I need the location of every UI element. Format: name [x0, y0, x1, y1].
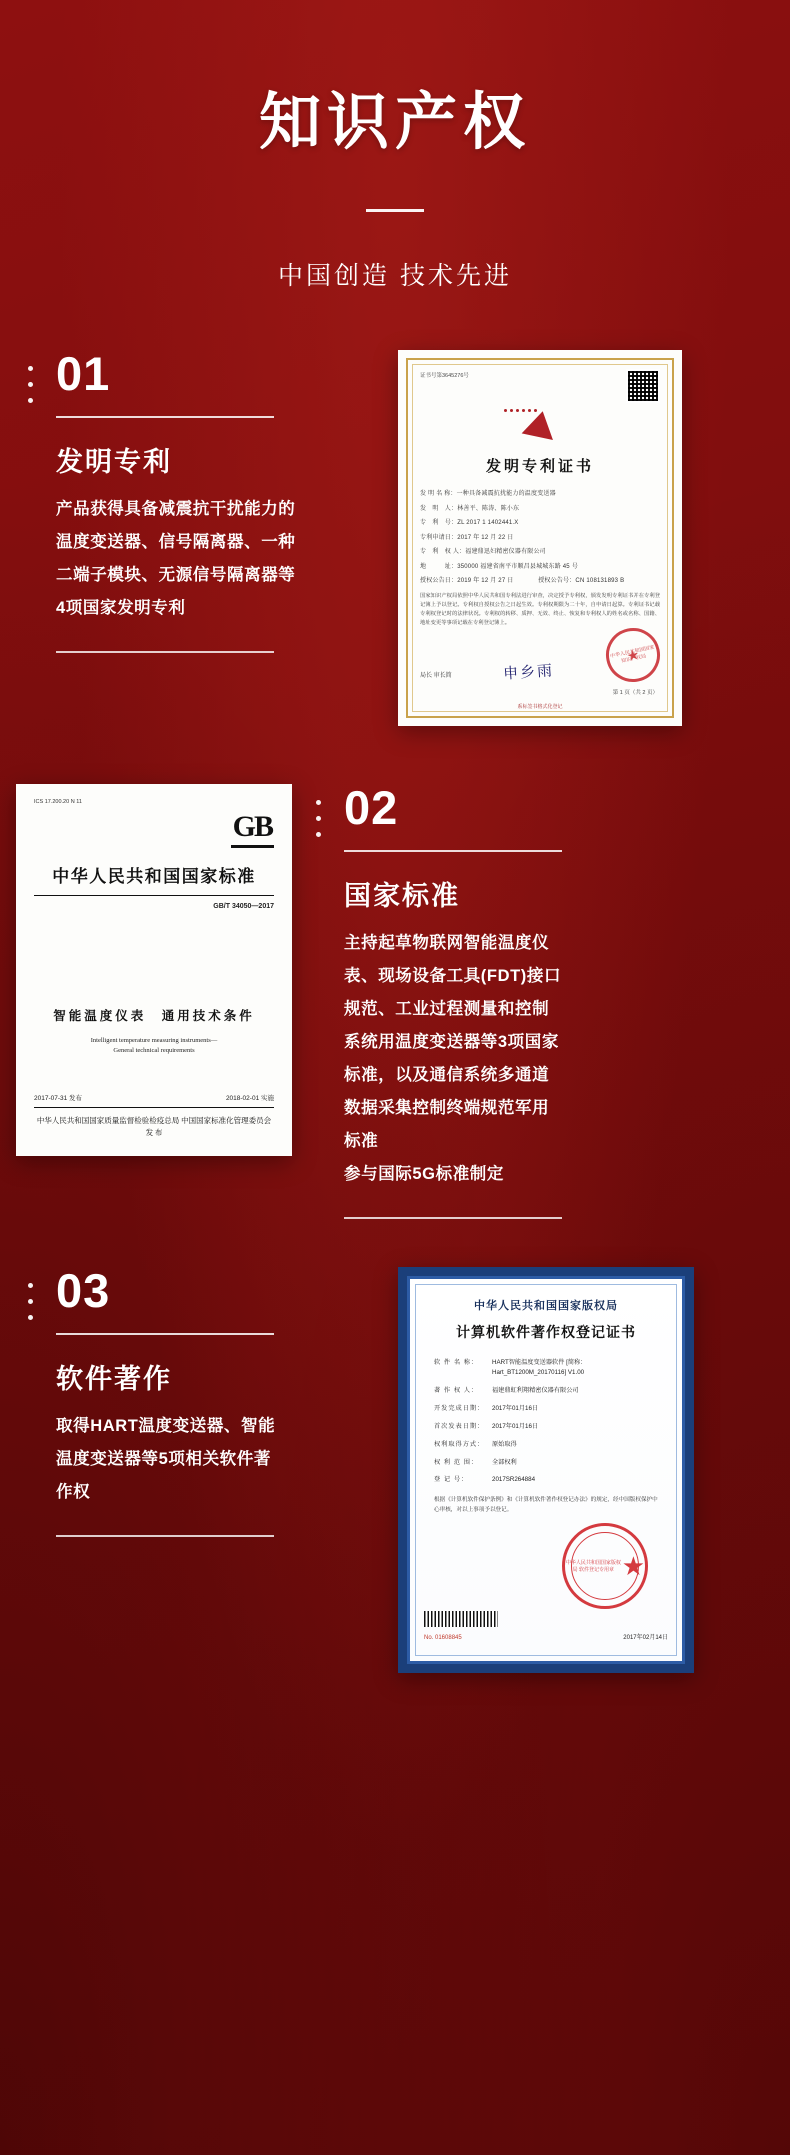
section-01-number: 01 — [56, 347, 111, 400]
section-03-title: 软件著作 — [56, 1364, 172, 1394]
patent-cert-fields — [420, 488, 660, 584]
standard-main-title: 中华人民共和国国家标准 — [34, 862, 274, 896]
standard-effective-date: 2018-02-01 实施 — [225, 1095, 274, 1102]
section-03-text — [0, 1264, 392, 1537]
section-03-number-row — [22, 1264, 392, 1320]
patent-cert-top — [420, 369, 660, 403]
dot-icon — [28, 1283, 33, 1288]
patent-footer-note: 系标签书格式化登记 — [517, 704, 563, 710]
section-01-underline — [56, 416, 274, 418]
body-line: 系统用温度变送器等3项国家 — [344, 1033, 559, 1051]
software-field-value: 2017年01月16日 — [492, 1422, 539, 1430]
section-02-body — [344, 927, 660, 1191]
body-line: 产品获得具备减震抗干扰能力的 — [56, 500, 296, 518]
dot-icon — [28, 1299, 33, 1304]
software-field-key: 开发完成日期： — [434, 1404, 485, 1412]
certificate-image-invention-patent — [398, 350, 682, 726]
qr-code-icon — [626, 369, 660, 403]
standard-subject — [34, 1006, 274, 1054]
dot-icon — [316, 800, 321, 805]
patent-cert-title: 发明专利证书 — [485, 459, 594, 475]
certificate-image-software-copyright — [398, 1267, 694, 1673]
patent-field: 地 址：350000 福建省南平市顺昌县城城东路 45 号 — [420, 563, 578, 570]
software-field-value: 福建鼎虹利翔精密仪器有限公司 — [492, 1386, 579, 1394]
section-03-number: 03 — [56, 1264, 111, 1317]
software-field-value: HART智能温度变送器软件 [简称：Hart_BT1200M_20170116] V1.00 — [492, 1359, 587, 1376]
standard-subject-en-1: Intelligent temperature measuring instruments— — [90, 1037, 218, 1045]
page-header — [0, 0, 790, 292]
standard-subject-cn: 智能温度仪表 通用技术条件 — [53, 1009, 255, 1024]
software-field — [434, 1404, 658, 1414]
software-field-key: 权 利 范 围： — [434, 1458, 479, 1466]
standard-issue-date: 2017-07-31 发布 — [34, 1095, 83, 1102]
emblem-dot-icon — [522, 409, 525, 412]
patent-cert-footer — [420, 628, 660, 682]
section-03-underline — [56, 1333, 274, 1335]
barcode-icon — [424, 1611, 498, 1627]
patent-director-label: 局长 审长简 — [420, 672, 452, 679]
patent-cert-number: 证书号第3645276号 — [420, 373, 469, 379]
section-02-number-row — [310, 781, 684, 837]
software-field-key: 首次发表日期： — [434, 1422, 485, 1430]
section-03-bottom-underline — [56, 1535, 274, 1537]
software-seal-wrapper — [562, 1523, 648, 1609]
software-cert-frame — [407, 1276, 685, 1664]
section-02-text — [292, 781, 684, 1219]
standard-code: GB/T 34050—2017 — [213, 903, 274, 911]
patent-emblem-icon — [420, 407, 660, 447]
software-cert-paragraph: 根据《计算机软件保护条例》和《计算机软件著作权登记办法》的规定，经中国版权保护中心审核，对以上事项予以登记。 — [434, 1497, 658, 1514]
section-software-copyright — [0, 1264, 790, 1713]
official-seal-icon: 中华人民共和国国家版权局 软件登记专用章 ★ — [562, 1523, 648, 1609]
emblem-fan-icon — [522, 408, 559, 440]
standard-subject-en-2: General technical requirements — [113, 1047, 195, 1055]
software-field — [434, 1458, 658, 1468]
software-field-key: 登 记 号： — [434, 1476, 469, 1484]
patent-field: 专利申请日：2017 年 12 月 22 日 — [420, 534, 514, 541]
software-field-key: 权利取得方式： — [434, 1440, 485, 1448]
patent-field: 发 明 人：林善平、陈涛、陈小东 — [420, 505, 520, 512]
body-line: 数据采集控制终端规范军用 — [344, 1099, 550, 1117]
standard-ics-code: ICS 17.200.20 N 11 — [34, 799, 82, 805]
section-01-body — [56, 493, 372, 625]
section-02-underline — [344, 850, 562, 852]
standard-cert-body — [16, 784, 292, 1156]
software-cert-fields — [434, 1358, 658, 1485]
software-field-value: 2017年01月16日 — [492, 1404, 539, 1412]
dot-icon — [28, 1315, 33, 1320]
patent-signature-row — [420, 628, 660, 682]
body-line: 参与国际5G标准制定 — [344, 1165, 505, 1183]
body-line: 表、现场设备工具(FDT)接口 — [344, 967, 562, 985]
software-cert-authority: 中华人民共和国国家版权局 — [474, 1300, 618, 1312]
body-line: 主持起草物联网智能温度仪 — [344, 934, 550, 952]
body-line: 二端子模块、无源信号隔离器等 — [56, 566, 296, 584]
emblem-dot-icon — [504, 409, 507, 412]
page-title: 知识产权 — [258, 88, 531, 157]
section-national-standard — [0, 781, 790, 1219]
patent-field: 专 利 权 人：福建鼎迅妇精密仪器有限公司 — [420, 549, 546, 555]
software-field-value: 2017SR264884 — [492, 1476, 536, 1484]
body-line: 标准 — [344, 1132, 379, 1150]
bullet-dots — [22, 1267, 38, 1320]
body-line: 规范、工业过程测量和控制 — [344, 1000, 550, 1018]
section-02-number: 02 — [344, 781, 399, 834]
software-field-key: 软 件 名 称： — [434, 1359, 479, 1366]
dot-icon — [316, 832, 321, 837]
body-line: 温度变送器、信号隔离器、一种 — [56, 533, 296, 551]
body-line: 取得HART温度变送器、智能 — [56, 1417, 276, 1435]
patent-field: 授权公告日：2019 年 12 月 27 日 授权公告号：CN 108131893 B — [420, 578, 625, 584]
software-field — [434, 1440, 658, 1450]
software-cert-title: 计算机软件著作权登记证书 — [456, 1326, 636, 1341]
title-divider — [366, 209, 424, 212]
certificate-image-national-standard — [16, 784, 292, 1156]
section-02-title: 国家标准 — [344, 881, 460, 911]
software-field — [434, 1422, 658, 1432]
section-03-body — [56, 1410, 372, 1509]
dot-icon — [28, 366, 33, 371]
standard-issuer: 中华人民共和国国家质量监督检验检疫总局 中国国家标准化管理委员会 发 布 — [34, 1107, 274, 1141]
software-cert-date: 2017年02月14日 — [623, 1635, 668, 1641]
software-field — [434, 1358, 658, 1378]
gb-mark-icon: GB — [231, 810, 274, 848]
software-field-value: 原始取得 — [492, 1440, 517, 1448]
body-line: 4项国家发明专利 — [56, 599, 186, 617]
emblem-dot-icon — [510, 409, 513, 412]
dot-icon — [28, 382, 33, 387]
body-line: 作权 — [56, 1483, 91, 1501]
emblem-dot-icon — [516, 409, 519, 412]
patent-cert-frame — [406, 358, 674, 718]
software-field-key: 著 作 权 人： — [434, 1386, 479, 1394]
patent-signature: 申乡雨 — [502, 663, 555, 683]
patent-field: 发 明 名 称：一种具备减震抗扰能力的温度变送器 — [420, 491, 556, 497]
software-field — [434, 1386, 658, 1396]
bullet-dots — [310, 784, 326, 837]
patent-page-number: 第 1 页（共 2 页） — [612, 690, 658, 696]
section-01-text — [0, 347, 392, 653]
section-invention-patent — [0, 347, 790, 726]
patent-field: 专 利 号：ZL 2017 1 1402441.X — [420, 520, 519, 526]
section-01-number-row — [22, 347, 392, 403]
dot-icon — [316, 816, 321, 821]
patent-cert-paragraph: 国家知识产权局依照中华人民共和国专利法进行审查，决定授予专利权，颁发发明专利证书并在专利登记簿上予以登记。专利权自授权公告之日起生效。专利权期限为二十年，自申请日起算。专利证书记载专利权登记时的法律状况。专利权的转移、质押、无效、终止、恢复和专利权人的姓名或名称、国籍、地址变更等事项记载在专利登记簿上。 — [420, 593, 660, 626]
standard-dates — [34, 1093, 274, 1102]
software-field-value: 全部权利 — [492, 1458, 517, 1466]
official-seal-icon: 中华人民共和国国家知识产权局 ★ — [601, 623, 665, 687]
software-cert-number: No. 01608845 — [424, 1635, 462, 1641]
page-subtitle: 中国创造 技术先进 — [278, 262, 512, 290]
section-02-bottom-underline — [344, 1217, 562, 1219]
software-field — [434, 1475, 658, 1485]
bullet-dots — [22, 350, 38, 403]
section-01-title: 发明专利 — [56, 447, 172, 477]
dot-icon — [28, 398, 33, 403]
body-line: 标准，以及通信系统多通道 — [344, 1066, 550, 1084]
body-line: 温度变送器等5项相关软件著 — [56, 1450, 271, 1468]
section-01-bottom-underline — [56, 651, 274, 653]
